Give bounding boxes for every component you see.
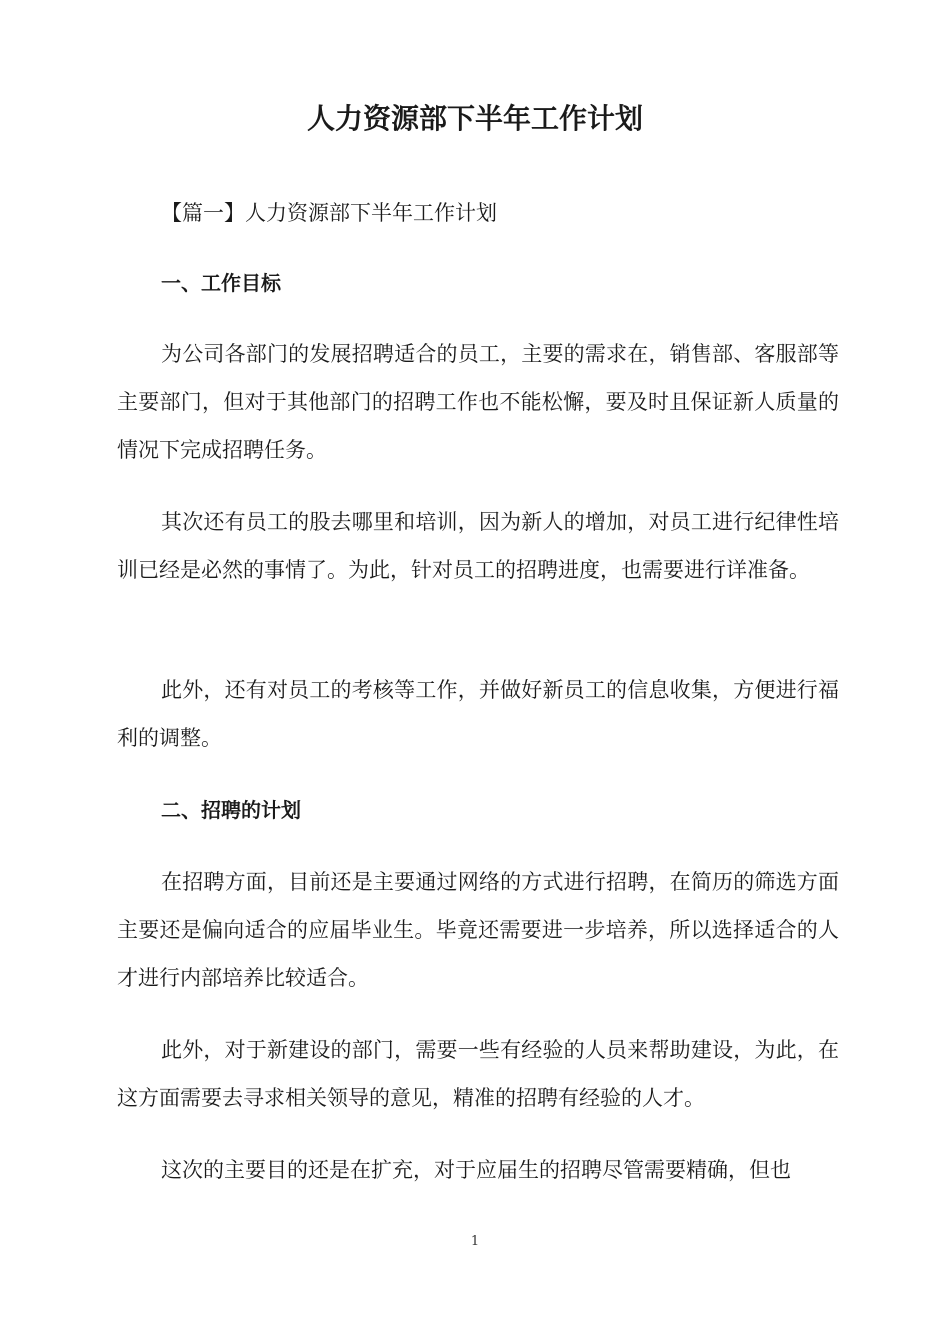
paragraph: 在招聘方面，目前还是主要通过网络的方式进行招聘，在简历的筛选方面主要还是偏向适合的应届毕业生。毕竟还需要进一步培养，所以选择适合的人才进行内部培养比较适合。: [117, 870, 839, 990]
section-heading-recruitment: 二、招聘的计划: [161, 798, 301, 822]
paragraph: 其次还有员工的股去哪里和培训，因为新人的增加，对员工进行纪律性培训已经是必然的事情了。为此，针对员工的招聘进度，也需要进行详准备。: [117, 510, 839, 582]
section-subtitle: 【篇一】人力资源部下半年工作计划: [161, 201, 497, 225]
document-title: 人力资源部下半年工作计划: [306, 102, 643, 135]
paragraph: 此外，对于新建设的部门，需要一些有经验的人员来帮助建设，为此，在这方面需要去寻求相关领导的意见，精准的招聘有经验的人才。: [117, 1038, 839, 1110]
paragraph: 为公司各部门的发展招聘适合的员工，主要的需求在，销售部、客服部等主要部门，但对于其他部门的招聘工作也不能松懈，要及时且保证新人质量的情况下完成招聘任务。: [117, 342, 839, 462]
paragraph: 此外，还有对员工的考核等工作，并做好新员工的信息收集，方便进行福利的调整。: [117, 678, 839, 750]
paragraph: 这次的主要目的还是在扩充，对于应届生的招聘尽管需要精确，但也: [161, 1158, 791, 1182]
page-number: 1: [470, 1234, 480, 1249]
section-heading-goals: 一、工作目标: [161, 271, 281, 295]
